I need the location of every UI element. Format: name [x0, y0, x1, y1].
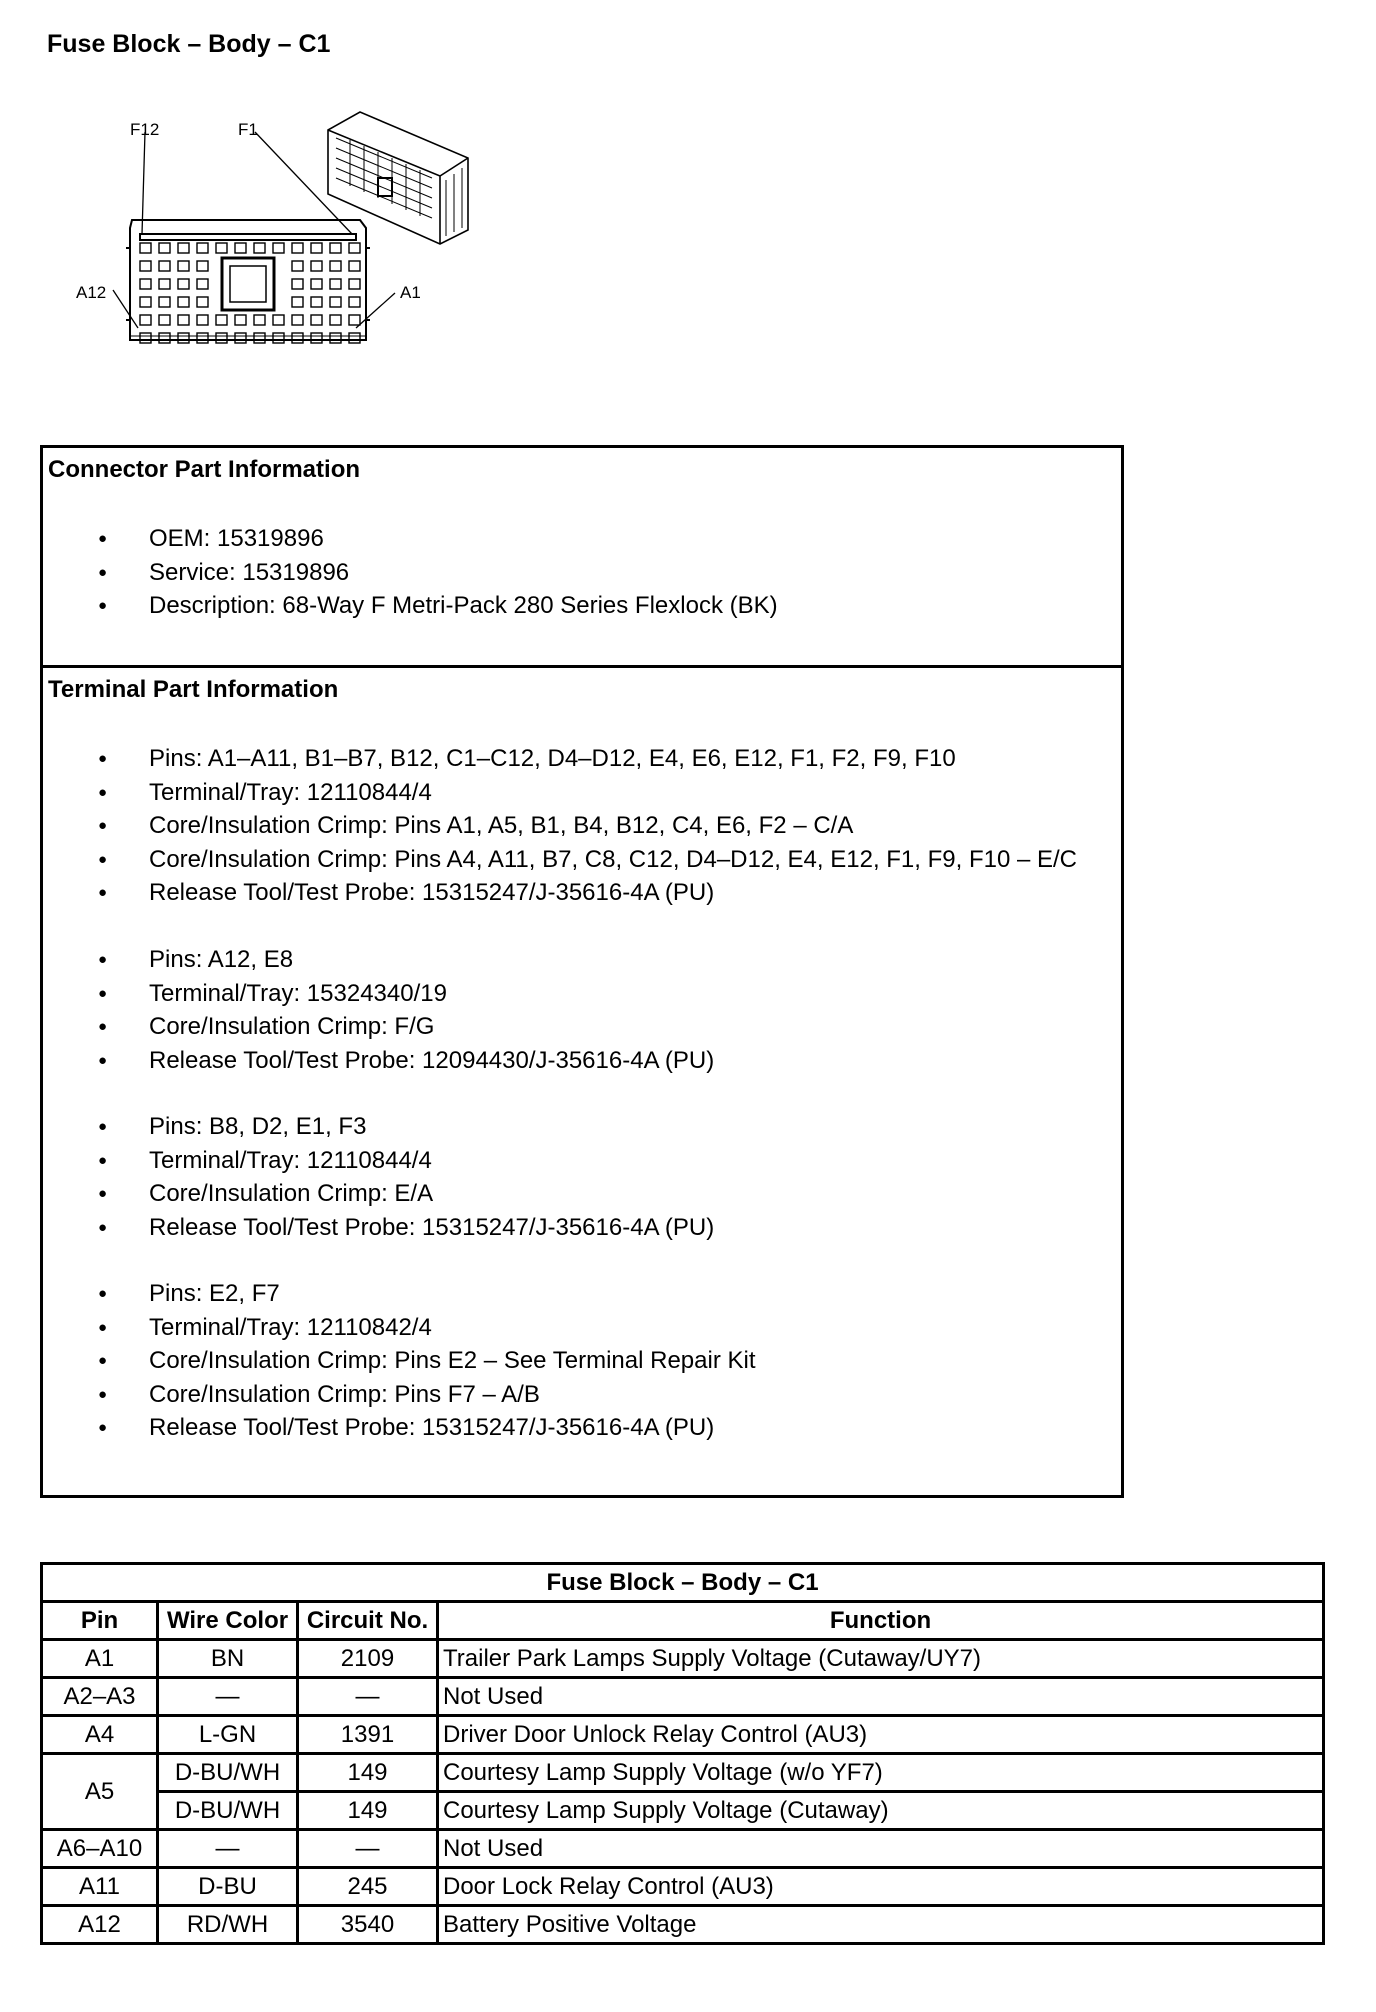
pin-cell: A5 — [42, 1754, 158, 1830]
terminal-cavity — [159, 315, 170, 325]
connector-diagram — [60, 110, 500, 370]
terminal-cavity — [273, 333, 284, 343]
table-row — [42, 1868, 1324, 1906]
function-cell: Not Used — [438, 1678, 1324, 1716]
terminal-cavity — [292, 333, 303, 343]
column-header-circuit: Circuit No. — [298, 1602, 438, 1640]
terminal-info-heading: Terminal Part Information — [48, 676, 339, 703]
list-item: ● Core/Insulation Crimp: E/A — [43, 1177, 714, 1211]
terminal-cavity — [273, 315, 284, 325]
terminal-cavity — [178, 315, 189, 325]
wire-color-cell: L-GN — [158, 1716, 298, 1754]
terminal-cavity — [235, 243, 246, 253]
list-item: ● Core/Insulation Crimp: F/G — [43, 1010, 714, 1044]
list-item: ● Pins: E2, F7 — [43, 1277, 756, 1311]
function-cell: Courtesy Lamp Supply Voltage (w/o YF7) — [438, 1754, 1324, 1792]
terminal-cavity — [216, 333, 227, 343]
terminal-group-3 — [43, 1110, 714, 1244]
page-title: Fuse Block – Body – C1 — [47, 30, 331, 58]
terminal-cavity — [235, 315, 246, 325]
table-row — [42, 1792, 1324, 1830]
terminal-cavity — [330, 261, 341, 271]
terminal-cavity — [140, 333, 151, 343]
column-header-function: Function — [438, 1602, 1324, 1640]
table-row — [42, 1716, 1324, 1754]
terminal-cavity — [235, 333, 246, 343]
function-cell: Battery Positive Voltage — [438, 1906, 1324, 1944]
terminal-cavity — [311, 261, 322, 271]
terminal-cavity — [349, 315, 360, 325]
terminal-cavity — [292, 243, 303, 253]
list-item: ● Core/Insulation Crimp: Pins F7 – A/B — [43, 1378, 756, 1412]
list-item: ● Core/Insulation Crimp: Pins E2 – See Terminal Repair Kit — [43, 1344, 756, 1378]
list-item: ● Core/Insulation Crimp: Pins A4, A11, B7, C8, C12, D4–D12, E4, E12, F1, F9, F10 – E/C — [43, 843, 1077, 877]
terminal-cavity — [216, 243, 227, 253]
list-item: ● Terminal/Tray: 12110842/4 — [43, 1311, 756, 1345]
pin-cell: A2–A3 — [42, 1678, 158, 1716]
terminal-cavity — [254, 315, 265, 325]
terminal-group-2 — [43, 943, 714, 1077]
label-a12: A12 — [76, 283, 107, 302]
list-item: ● Release Tool/Test Probe: 15315247/J-35616-4A (PU) — [43, 876, 1077, 910]
terminal-cavity — [292, 315, 303, 325]
terminal-cavity — [178, 261, 189, 271]
terminal-cavity — [178, 279, 189, 289]
wire-color-cell: RD/WH — [158, 1906, 298, 1944]
terminal-cavity — [311, 333, 322, 343]
table-row — [42, 1640, 1324, 1678]
pin-cell: A1 — [42, 1640, 158, 1678]
table-row — [42, 1830, 1324, 1868]
terminal-cavity — [349, 333, 360, 343]
column-header-pin: Pin — [42, 1602, 158, 1640]
connector-face — [126, 220, 370, 340]
terminal-cavity — [311, 297, 322, 307]
terminal-group-1 — [43, 742, 1077, 910]
terminal-cavity — [197, 315, 208, 325]
circuit-cell: 2109 — [298, 1640, 438, 1678]
terminal-cavity — [216, 315, 227, 325]
pin-cell: A4 — [42, 1716, 158, 1754]
terminal-cavity — [330, 315, 341, 325]
terminal-cavity — [349, 261, 360, 271]
wire-color-cell: D-BU/WH — [158, 1792, 298, 1830]
circuit-cell: 1391 — [298, 1716, 438, 1754]
connector-info-list — [43, 522, 778, 623]
terminal-part-info — [43, 665, 1121, 1495]
terminal-cavity — [349, 297, 360, 307]
circuit-cell: 149 — [298, 1792, 438, 1830]
list-item: ● Pins: A1–A11, B1–B7, B12, C1–C12, D4–D12, E4, E6, E12, F1, F2, F9, F10 — [43, 742, 1077, 776]
circuit-cell: 245 — [298, 1868, 438, 1906]
terminal-cavity — [349, 279, 360, 289]
wire-color-cell: D-BU/WH — [158, 1754, 298, 1792]
circuit-cell: 3540 — [298, 1906, 438, 1944]
terminal-cavity — [159, 261, 170, 271]
circuit-cell: — — [298, 1678, 438, 1716]
terminal-cavity — [140, 243, 151, 253]
terminal-cavity — [140, 261, 151, 271]
terminal-cavity — [330, 243, 341, 253]
function-cell: Trailer Park Lamps Supply Voltage (Cutaway/UY7) — [438, 1640, 1324, 1678]
list-item: ● Description: 68-Way F Metri-Pack 280 Series Flexlock (BK) — [43, 589, 778, 623]
part-information-box — [40, 445, 1124, 1498]
terminal-cavity — [311, 279, 322, 289]
label-f1: F1 — [238, 120, 258, 139]
terminal-cavity — [292, 261, 303, 271]
terminal-cavity — [292, 297, 303, 307]
pin-cell: A11 — [42, 1868, 158, 1906]
function-cell: Door Lock Relay Control (AU3) — [438, 1868, 1324, 1906]
list-item: ● OEM: 15319896 — [43, 522, 778, 556]
terminal-cavity — [178, 333, 189, 343]
pin-table — [40, 1562, 1325, 1945]
list-item: ● Pins: B8, D2, E1, F3 — [43, 1110, 714, 1144]
terminal-cavity — [330, 279, 341, 289]
terminal-cavity — [140, 297, 151, 307]
list-item: ● Terminal/Tray: 15324340/19 — [43, 977, 714, 1011]
terminal-cavity — [159, 297, 170, 307]
terminal-group-4 — [43, 1277, 756, 1445]
table-header-row — [42, 1602, 1324, 1640]
list-item: ● Terminal/Tray: 12110844/4 — [43, 1144, 714, 1178]
connector-info-heading: Connector Part Information — [48, 456, 361, 483]
label-a1: A1 — [400, 283, 421, 302]
table-row — [42, 1906, 1324, 1944]
list-item: ● Release Tool/Test Probe: 15315247/J-35616-4A (PU) — [43, 1411, 756, 1445]
terminal-cavity — [330, 297, 341, 307]
terminal-cavity — [311, 315, 322, 325]
wire-color-cell: — — [158, 1830, 298, 1868]
wire-color-cell: — — [158, 1678, 298, 1716]
pin-cell: A6–A10 — [42, 1830, 158, 1868]
terminal-cavity — [140, 279, 151, 289]
terminal-cavity — [197, 297, 208, 307]
pin-cell: A12 — [42, 1906, 158, 1944]
terminal-cavity — [254, 333, 265, 343]
list-item: ● Core/Insulation Crimp: Pins A1, A5, B1, B4, B12, C4, E6, F2 – C/A — [43, 809, 1077, 843]
terminal-cavity — [254, 243, 265, 253]
wire-color-cell: D-BU — [158, 1868, 298, 1906]
terminal-cavity — [311, 243, 322, 253]
terminal-cavity — [197, 261, 208, 271]
terminal-cavity — [273, 243, 284, 253]
connector-part-info — [43, 448, 1121, 665]
list-item: ● Pins: A12, E8 — [43, 943, 714, 977]
label-f12: F12 — [130, 120, 160, 139]
terminal-cavity — [330, 333, 341, 343]
terminal-cavity — [178, 243, 189, 253]
table-row — [42, 1754, 1324, 1792]
terminal-cavity — [197, 333, 208, 343]
terminal-cavity — [159, 279, 170, 289]
terminal-cavity — [140, 315, 151, 325]
terminal-cavity — [178, 297, 189, 307]
circuit-cell: 149 — [298, 1754, 438, 1792]
function-cell: Not Used — [438, 1830, 1324, 1868]
circuit-cell: — — [298, 1830, 438, 1868]
list-item: ● Terminal/Tray: 12110844/4 — [43, 776, 1077, 810]
connector-3d-view — [328, 112, 468, 244]
terminal-cavity — [159, 333, 170, 343]
terminal-cavity — [292, 279, 303, 289]
wire-color-cell: BN — [158, 1640, 298, 1678]
terminal-cavity — [349, 243, 360, 253]
list-item: ● Release Tool/Test Probe: 15315247/J-35616-4A (PU) — [43, 1211, 714, 1245]
function-cell: Driver Door Unlock Relay Control (AU3) — [438, 1716, 1324, 1754]
list-item: ● Service: 15319896 — [43, 556, 778, 590]
lead-lines — [113, 132, 395, 328]
terminal-cavity — [159, 243, 170, 253]
table-row — [42, 1678, 1324, 1716]
terminal-cavity — [197, 279, 208, 289]
function-cell: Courtesy Lamp Supply Voltage (Cutaway) — [438, 1792, 1324, 1830]
column-header-wire-color: Wire Color — [158, 1602, 298, 1640]
table-title: Fuse Block – Body – C1 — [42, 1564, 1324, 1602]
list-item: ● Release Tool/Test Probe: 12094430/J-35616-4A (PU) — [43, 1044, 714, 1078]
terminal-cavity — [197, 243, 208, 253]
